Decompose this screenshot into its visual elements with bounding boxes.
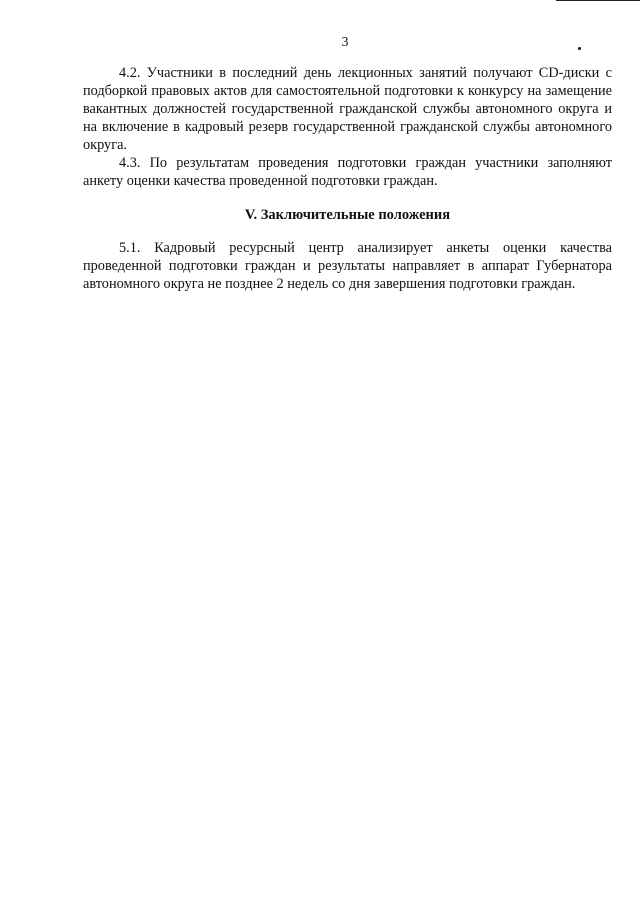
scan-edge-line (556, 0, 640, 1)
paragraph-5-1: 5.1. Кадровый ресурсный центр анализирует анкеты оценки качества проведенной подготовки граждан и результаты направляет в аппарат Губернатора автономного округа не позднее 2 недель со дня завершения подготовки граждан. (83, 240, 612, 292)
section-heading: V. Заключительные положения (244, 207, 451, 223)
page-number: 3 (341, 35, 349, 50)
scan-speck (578, 47, 581, 50)
paragraph-4-3: 4.3. По результатам проведения подготовки граждан участники заполняют анкету оценки качества проведенной подготовки граждан. (83, 155, 612, 189)
section-5-paragraphs (83, 239, 612, 293)
paragraph-4-2: 4.2. Участники в последний день лекционных занятий получают CD-диски с подборкой правовых актов для самостоятельной подготовки к конкурсу на замещение вакантных должностей государственной гражданской службы автономного округа и на включение в кадровый резерв государственной гражданской службы автономного округа. (83, 65, 612, 153)
section-4-paragraphs (83, 64, 612, 190)
